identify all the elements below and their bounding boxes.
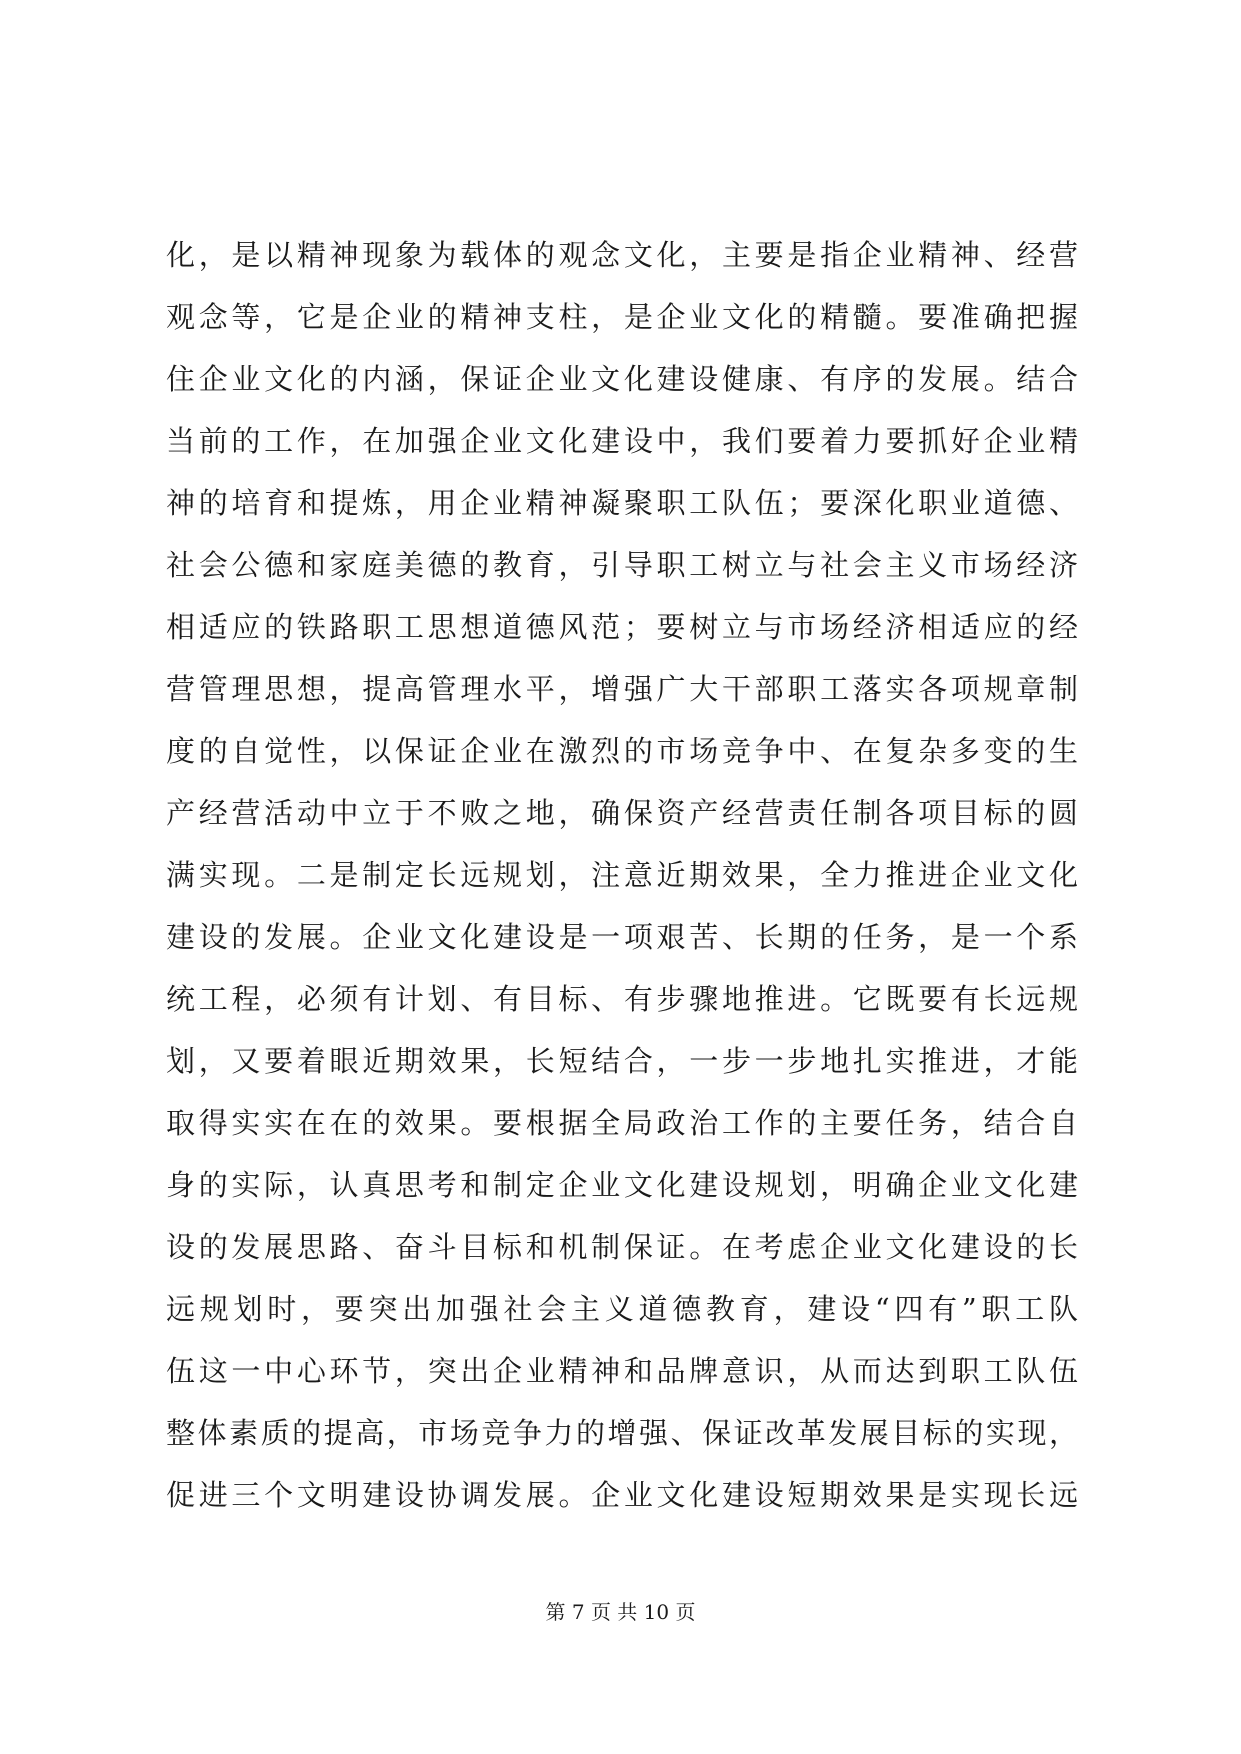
- text-line: 化，是以精神现象为载体的观念文化，主要是指企业精神、经营: [166, 238, 1078, 272]
- text-line: 伍这一中心环节，突出企业精神和品牌意识，从而达到职工队伍: [166, 1354, 1078, 1388]
- text-line: 营管理思想，提高管理水平，增强广大干部职工落实各项规章制: [166, 672, 1078, 706]
- text-line: 取得实实在在的效果。要根据全局政治工作的主要任务，结合自: [166, 1106, 1078, 1140]
- text-line: 促进三个文明建设协调发展。企业文化建设短期效果是实现长远: [166, 1478, 1078, 1512]
- text-line: 观念等，它是企业的精神支柱，是企业文化的精髓。要准确把握: [166, 300, 1078, 334]
- text-line: 相适应的铁路职工思想道德风范；要树立与市场经济相适应的经: [166, 610, 1078, 644]
- text-line: 整体素质的提高，市场竞争力的增强、保证改革发展目标的实现，: [166, 1416, 1078, 1450]
- text-line: 住企业文化的内涵，保证企业文化建设健康、有序的发展。结合: [166, 362, 1078, 396]
- text-line: 建设的发展。企业文化建设是一项艰苦、长期的任务，是一个系: [166, 920, 1078, 954]
- text-line: 神的培育和提炼，用企业精神凝聚职工队伍；要深化职业道德、: [166, 486, 1078, 520]
- text-line: 产经营活动中立于不败之地，确保资产经营责任制各项目标的圆: [166, 796, 1078, 830]
- text-line: 满实现。二是制定长远规划，注意近期效果，全力推进企业文化: [166, 858, 1078, 892]
- text-line: 度的自觉性，以保证企业在激烈的市场竞争中、在复杂多变的生: [166, 734, 1078, 768]
- text-line: 统工程，必须有计划、有目标、有步骤地推进。它既要有长远规: [166, 982, 1078, 1016]
- page-number-footer: 第 7 页 共 10 页: [545, 1600, 696, 1624]
- text-line: 远规划时，要突出加强社会主义道德教育，建设“四有”职工队: [166, 1292, 1078, 1326]
- text-line: 设的发展思路、奋斗目标和机制保证。在考虑企业文化建设的长: [166, 1230, 1078, 1264]
- body-text: [166, 232, 1078, 1534]
- text-line: 当前的工作，在加强企业文化建设中，我们要着力要抓好企业精: [166, 424, 1078, 458]
- text-line: 身的实际，认真思考和制定企业文化建设规划，明确企业文化建: [166, 1168, 1078, 1202]
- text-line: 划，又要着眼近期效果，长短结合，一步一步地扎实推进，才能: [166, 1044, 1078, 1078]
- text-line: 社会公德和家庭美德的教育，引导职工树立与社会主义市场经济: [166, 548, 1078, 582]
